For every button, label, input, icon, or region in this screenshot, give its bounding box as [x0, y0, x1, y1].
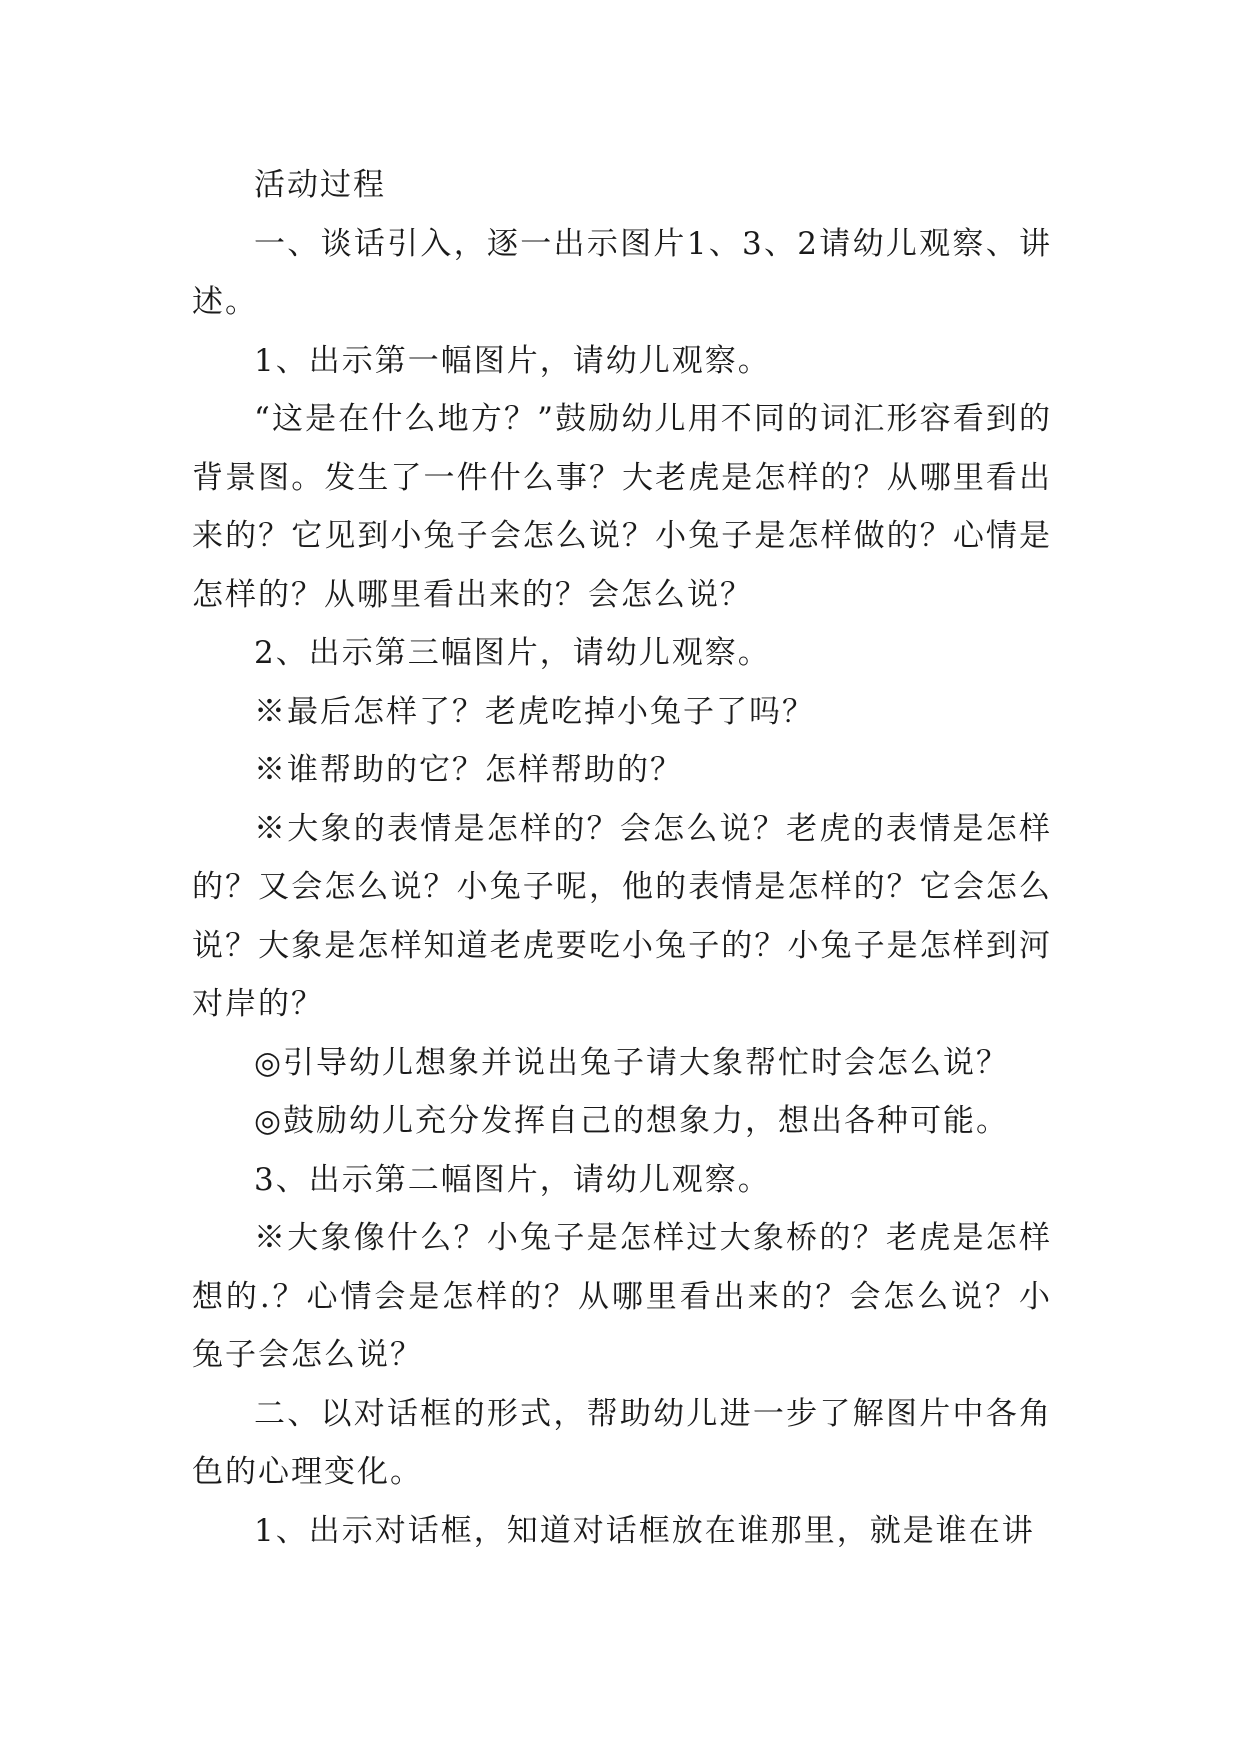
paragraph: 2、出示第三幅图片，请幼儿观察。 — [254, 635, 771, 671]
section-heading: 活动过程 — [254, 167, 386, 203]
paragraph: 3、出示第二幅图片，请幼儿观察。 — [254, 1161, 771, 1198]
paragraph: ※最后怎样了？老虎吃掉小兔子了吗？ — [254, 693, 815, 730]
paragraph: 1、出示第一幅图片，请幼儿观察。 — [254, 342, 771, 379]
paragraph: 一、谈话引入，逐一出示图片1、3、2请幼儿观察、讲述。 — [192, 225, 1052, 320]
paragraph: 二、以对话框的形式，帮助幼儿进一步了解图片中各角色的心理变化。 — [192, 1395, 1052, 1490]
paragraph: ◎鼓励幼儿充分发挥自己的想象力，想出各种可能。 — [254, 1103, 1010, 1139]
paragraph: 1、出示对话框，知道对话框放在谁那里，就是谁在讲 — [254, 1512, 1035, 1549]
paragraph: ※大象的表情是怎样的？会怎么说？老虎的表情是怎样的？又会怎么说？小兔子呢，他的表情是怎样的？它会怎么说？大象是怎样知道老虎要吃小兔子的？小兔子是怎样到河对岸的？ — [192, 810, 1052, 1022]
paragraph: ※谁帮助的它？怎样帮助的？ — [254, 752, 683, 788]
paragraph: ◎引导幼儿想象并说出兔子请大象帮忙时会怎么说？ — [254, 1044, 1010, 1081]
paragraph: ※大象像什么？小兔子是怎样过大象桥的？老虎是怎样想的.？心情会是怎样的？从哪里看出来的？会怎么说？小兔子会怎么说？ — [192, 1220, 1052, 1373]
paragraph: “这是在什么地方？”鼓励幼儿用不同的词汇形容看到的背景图。发生了一件什么事？大老虎是怎样的？从哪里看出来的？它见到小兔子会怎么说？小兔子是怎样做的？心情是怎样的？从哪里看出来的？会怎么说？ — [192, 401, 1052, 613]
document-body — [192, 156, 1052, 1560]
